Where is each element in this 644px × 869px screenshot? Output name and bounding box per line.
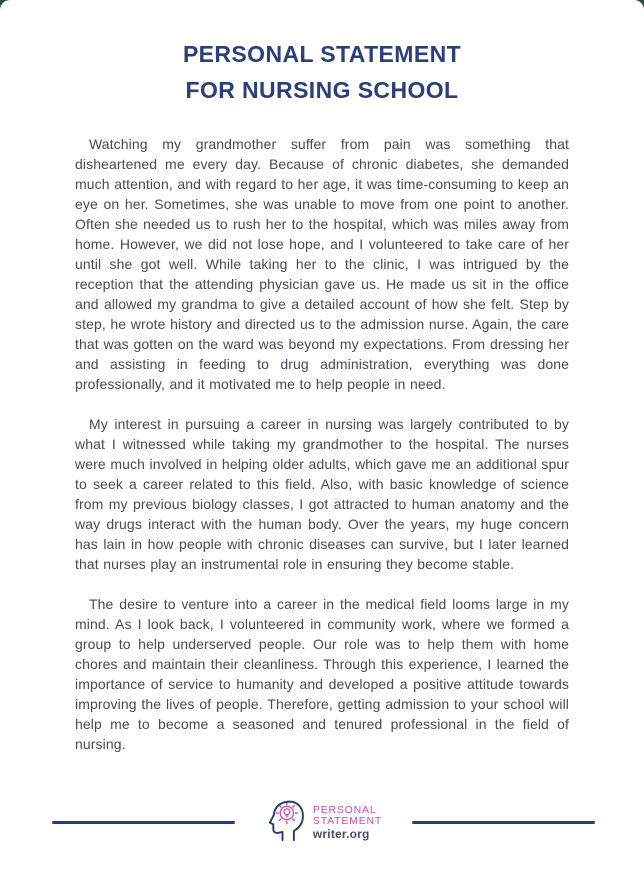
brand-word-writer-org: writer.org — [312, 826, 370, 841]
statement-paragraph-3: The desire to venture into a career in the medical field looms large in my mind. As I look back, I volunteered in community work, where we formed a group to help underserved people. Our role was to help them with home chores and maintain their cleanliness. Through this experience, I learned the importance of service to humanity and developed a positive attitude towards improving the lives of people. Therefore, getting admission to your school will help me to become a seasoned and tenured professional in the field of nursing. — [75, 596, 569, 752]
title-line-2: FOR NURSING SCHOOL — [185, 77, 459, 103]
footer — [52, 798, 595, 847]
statement-body — [75, 134, 569, 754]
brand-word-personal: PERSONAL — [312, 803, 377, 816]
head-lightbulb-icon — [265, 798, 307, 847]
brand-word-statement: STATEMENT — [312, 815, 383, 827]
statement-paragraph-1: Watching my grandmother suffer from pain was something that disheartened me every day. Because of chronic diabetes, she demanded much attention, and with regard to her age, it was time-consuming to keep an eye on her. Sometimes, she was unable to move from one point to another. Often she needed us to rush her to the hospital, which was miles away from home. However, we did not lose hope, and I volunteered to take care of her until she got well. While taking her to the clinic, I was intrigued by the reception that the attending physician gave us. He made us sit in the office and allowed my grandma to give a detailed account of how she felt. Step by step, he wrote history and directed us to the admission nurse. Again, the care that was gotten on the ward was beyond my expectations. From dressing her and assisting in feeding to drug administration, everything was done professionally, and it motivated me to help people in need. — [75, 136, 569, 392]
title-line-1: PERSONAL STATEMENT — [182, 41, 462, 67]
brand-wordmark — [313, 805, 382, 841]
footer-rule-right — [412, 821, 595, 824]
footer-rule-left — [52, 821, 235, 824]
brand-logo[interactable] — [265, 798, 382, 847]
statement-paragraph-2: My interest in pursuing a career in nursing was largely contributed to by what I witnessed while taking my grandmother to the hospital. The nurses were much involved in helping older adults, which gave me an additional spur to seek a career related to this field. Also, with basic knowledge of science from my previous biology classes, I got attracted to human anatomy and the way drugs interact with the human body. Over the years, my huge concern has lain in how people with chronic diseases can survive, but I later learned that nurses play an instrumental role in ensuring they become stable. — [75, 416, 569, 572]
page-title — [75, 36, 569, 108]
